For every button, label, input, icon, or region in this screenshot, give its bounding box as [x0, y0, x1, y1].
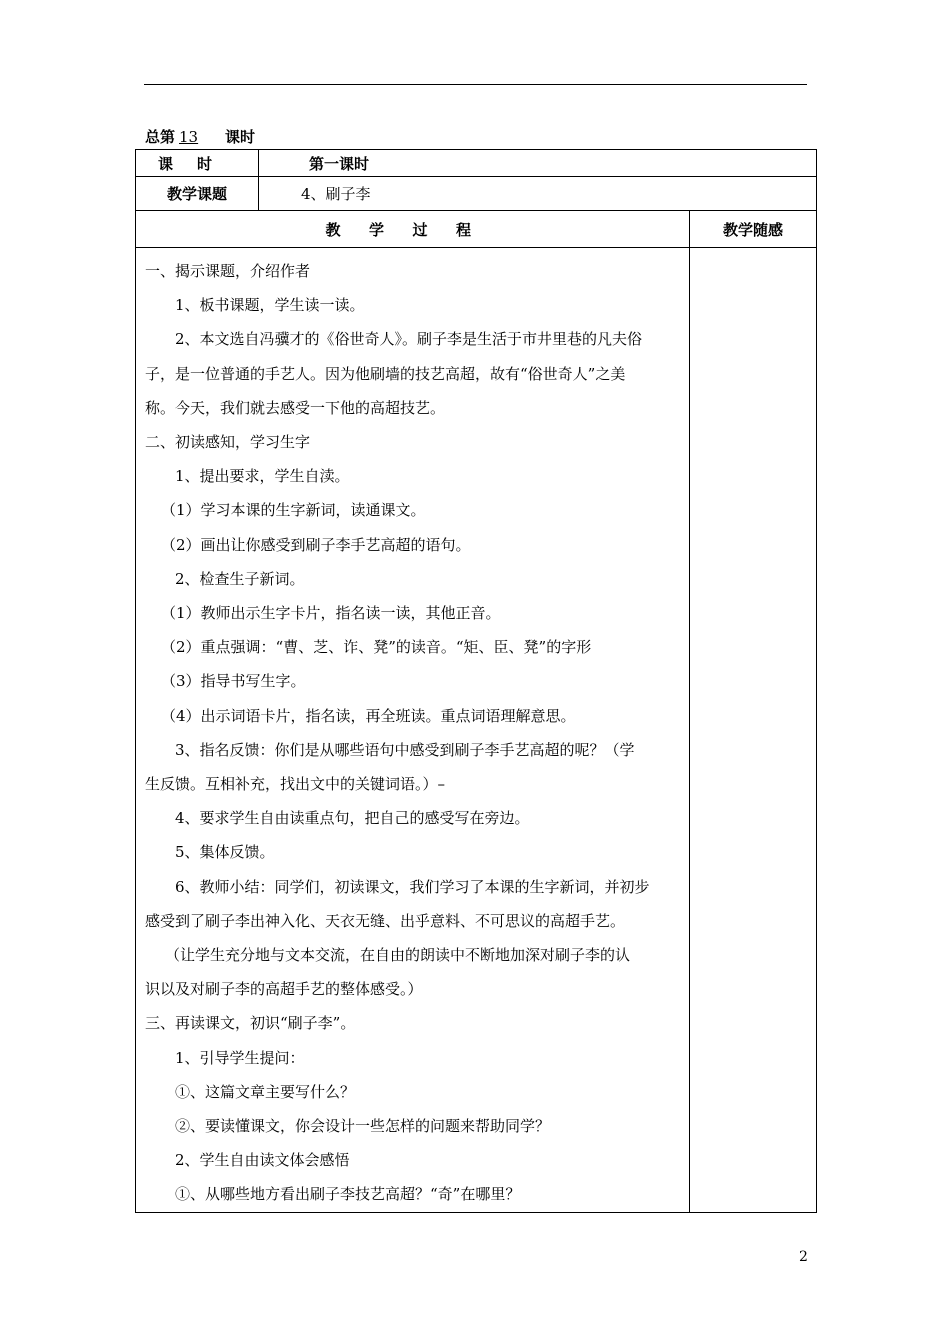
step-3-1-2: ②、要读懂课文，你会设计一些怎样的问题来帮助同学？ — [175, 1117, 551, 1136]
note-2-line-a: （让学生充分地与文本交流，在自由的朗读中不断地加深对刷子李的认 — [165, 946, 631, 965]
step-2-2-3: （3）指导书写生字。 — [161, 672, 306, 691]
notes-header: 教学随感 — [690, 211, 817, 248]
step-2-2-2: （2）重点强调：“曹、芝、诈、凳”的读音。“矩、臣、凳”的字形 — [161, 638, 592, 657]
step-2-4: 4、要求学生自由读重点句，把自己的感受写在旁边。 — [175, 809, 530, 828]
period-label: 课时 — [157, 154, 236, 173]
step-1-2-line-a: 2、本文选自冯骥才的《俗世奇人》。刷子李是生活于市井里巷的凡夫俗 — [175, 330, 643, 349]
step-2-1: 1、提出要求，学生自渎。 — [175, 467, 350, 486]
note-2-line-b: 识以及对刷子李的高超手艺的整体感受。） — [145, 980, 423, 999]
step-2-2: 2、检查生子新词。 — [175, 569, 305, 588]
step-3-2-1: ①、从哪些地方看出刷子李技艺高超？“奇”在哪里？ — [175, 1185, 521, 1204]
topic-value: 4、刷子李 — [259, 177, 817, 211]
process-content — [136, 248, 690, 1213]
topic-label: 教学课题 — [136, 177, 259, 211]
process-header: 教学过程 — [325, 220, 500, 239]
section-1-title: 一、揭示课题，介绍作者 — [145, 262, 311, 280]
step-2-6-line-a: 6、教师小结：同学们，初读课文，我们学习了本课的生字新词，并初步 — [175, 877, 650, 896]
lesson-count-number: 13 — [179, 128, 199, 146]
step-1-2-line-c: 称。今天，我们就去感受一下他的高超技艺。 — [145, 398, 446, 417]
step-2-6-line-b: 感受到了刷子李出神入化、天衣无缝、出乎意料、不可思议的高超手艺。 — [145, 911, 626, 930]
period-value: 第一课时 — [259, 150, 817, 177]
step-1-2-line-b: 子，是一位普通的手艺人。因为他刷墙的技艺高超，故有“俗世奇人”之美 — [145, 364, 626, 383]
lesson-plan-table — [135, 149, 817, 1213]
row-topic — [136, 177, 817, 211]
step-2-5: 5、集体反馈。 — [175, 843, 275, 862]
step-2-1-1: （1）学习本课的生字新词，读通课文。 — [161, 501, 426, 520]
page-number: 2 — [799, 1249, 808, 1265]
notes-content — [690, 248, 817, 1213]
section-3-title: 三、再读课文，初识“刷子李”。 — [145, 1014, 356, 1033]
process-header-cell — [136, 211, 690, 248]
header-rule — [144, 84, 807, 85]
period-label-cell — [136, 150, 259, 177]
row-body — [136, 248, 817, 1213]
step-3-1: 1、引导学生提问： — [175, 1048, 305, 1067]
section-2-title: 二、初读感知，学习生字 — [145, 433, 311, 452]
row-headers — [136, 211, 817, 248]
lesson-count-suffix: 课时 — [225, 128, 256, 146]
step-3-1-1: ①、这篇文章主要写什么？ — [175, 1082, 356, 1101]
step-2-2-4: （4）出示词语卡片，指名读，再全班读。重点词语理解意思。 — [161, 706, 576, 725]
step-2-1-2: （2）画出让你感受到刷子李手艺高超的语句。 — [161, 535, 471, 554]
step-2-3-line-b: 生反馈。互相补充，找出文中的关键词语。）– — [145, 775, 446, 794]
step-3-2: 2、学生自由读文体会感悟 — [175, 1151, 350, 1170]
lesson-count-prefix: 总第 — [145, 128, 176, 146]
step-1-1: 1、板书课题，学生读一读。 — [175, 296, 365, 315]
step-2-3-line-a: 3、指名反馈：你们是从哪些语句中感受到刷子李手艺高超的呢？（学 — [175, 740, 635, 759]
step-2-2-1: （1）教师出示生字卡片，指名读一读，其他正音。 — [161, 604, 501, 623]
row-period — [136, 150, 817, 177]
lesson-count — [145, 126, 255, 147]
